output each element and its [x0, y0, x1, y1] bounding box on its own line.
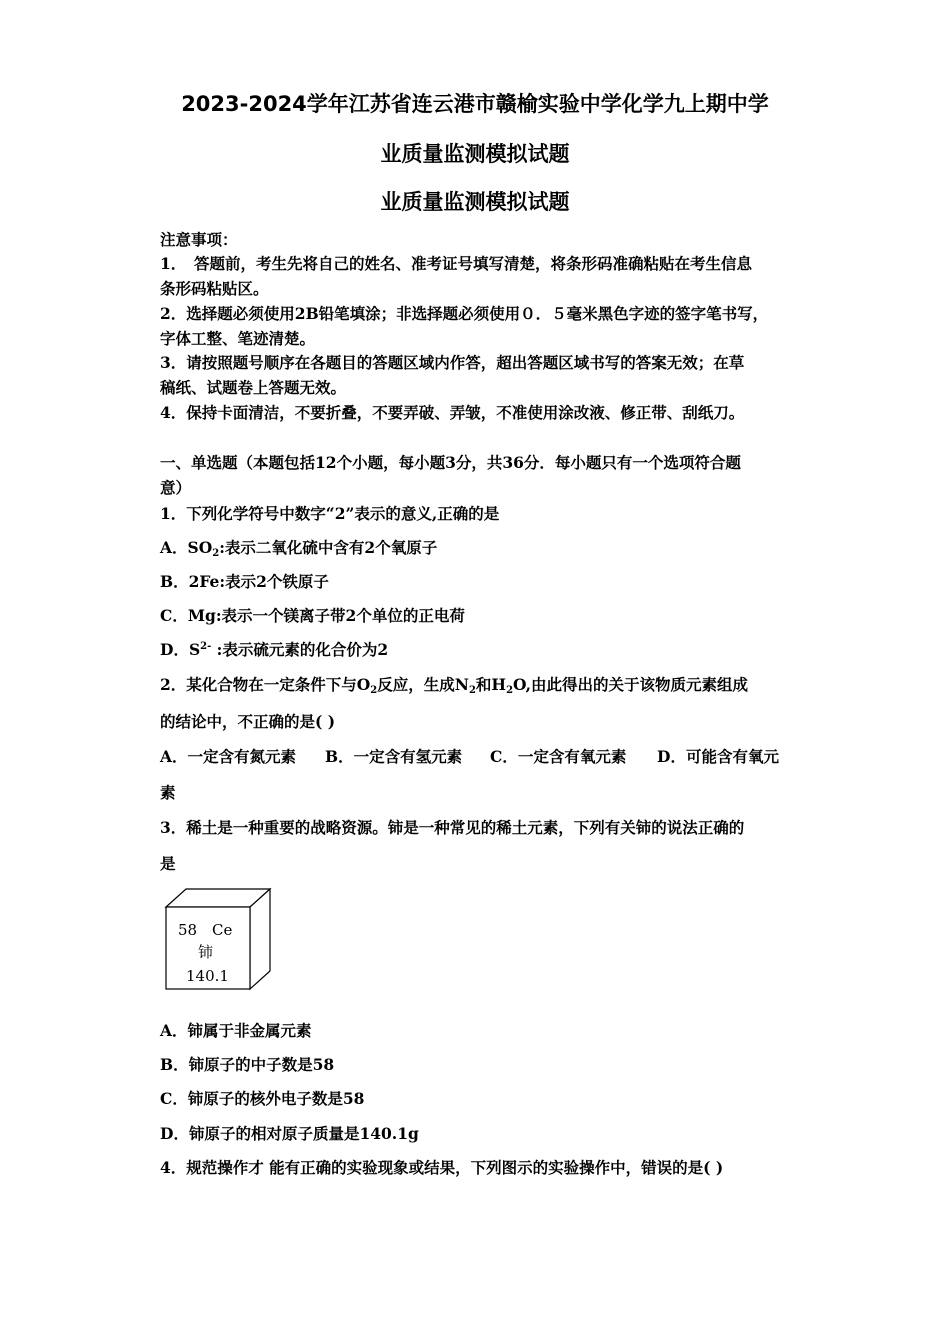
- q1-option-b: B．2Fe:表示2个铁原子: [160, 572, 329, 591]
- q2-options: [160, 745, 779, 767]
- section-heading-cont: 意）: [160, 478, 192, 497]
- notice-item: 条形码粘贴区。: [160, 279, 269, 298]
- cell-symbol: Ce: [212, 921, 233, 939]
- q2-option-d: D．可能含有氧元: [657, 747, 779, 766]
- cell-atomic-number: 58: [178, 921, 198, 939]
- notice-item: 2．选择题必须使用2B铅笔填涂；非选择题必须使用０．５毫米黑色字迹的签字笔书写，: [160, 304, 769, 323]
- notice-item: 1． 答题前，考生先将自己的姓名、准考证号填写清楚，将条形码准确粘贴在考生信息: [160, 254, 753, 273]
- q2-option-c: C．一定含有氧元素: [490, 747, 627, 766]
- q3-stem-cont: 是: [160, 854, 176, 873]
- q2-stem-cont: 的结论中，不正确的是( ): [160, 712, 336, 731]
- q3-option-d: D．铈原子的相对原子质量是140.1g: [160, 1124, 419, 1143]
- notice-item: 字体工整、笔迹清楚。: [160, 329, 316, 348]
- section-heading: 一、单选题（本题包括12个小题，每小题3分，共36分．每小题只有一个选项符合题: [160, 453, 741, 472]
- cerium-element-cell: [160, 885, 275, 995]
- q3-option-c: C．铈原子的核外电子数是58: [160, 1089, 365, 1108]
- q3-option-b: B．铈原子的中子数是58: [160, 1055, 335, 1074]
- notice-heading: 注意事项：: [160, 230, 238, 249]
- q2-option-d-cont: 素: [160, 783, 176, 802]
- q1-stem: 1．下列化学符号中数字“2”表示的意义,正确的是: [160, 504, 500, 523]
- notice-item: 稿纸、试题卷上答题无效。: [160, 378, 347, 397]
- q1-option-a: A．SO2:表示二氧化硫中含有2个氧原子: [160, 538, 438, 559]
- title-line-2: 业质量监测模拟试题: [380, 142, 570, 166]
- notice-item: 4．保持卡面清洁，不要折叠，不要弄破、弄皱，不准使用涂改液、修正带、刮纸刀。: [160, 403, 745, 422]
- q3-stem: 3．稀土是一种重要的战略资源。铈是一种常见的稀土元素，下列有关铈的说法正确的: [160, 818, 745, 837]
- q2-option-b: B．一定含有氢元素: [325, 747, 463, 766]
- q2-option-a: A．一定含有氮元素: [160, 747, 297, 766]
- q2-stem: 2．某化合物在一定条件下与O2反应，生成N2和H2O,由此得出的关于该物质元素组成: [160, 675, 749, 696]
- cell-element-name: 铈: [198, 943, 214, 961]
- q4-stem: 4．规范操作才 能有正确的实验现象或结果，下列图示的实验操作中，错误的是( ): [160, 1158, 724, 1177]
- q1-option-d: D．$S^{2-}$ :表示硫元素的化合价为2: [160, 640, 389, 659]
- notice-item: 3．请按照题号顺序在各题目的答题区域内作答，超出答题区域书写的答案无效；在草: [160, 353, 745, 372]
- q3-option-a: A．铈属于非金属元素: [160, 1021, 312, 1040]
- cell-atomic-mass: 140.1: [186, 967, 229, 985]
- title-line-3: 业质量监测模拟试题: [380, 190, 570, 214]
- q1-option-c: C．Mg:表示一个镁离子带2个单位的正电荷: [160, 606, 465, 625]
- title-line-1: 2023-2024学年江苏省连云港市赣榆实验中学化学九上期中学: [181, 92, 769, 116]
